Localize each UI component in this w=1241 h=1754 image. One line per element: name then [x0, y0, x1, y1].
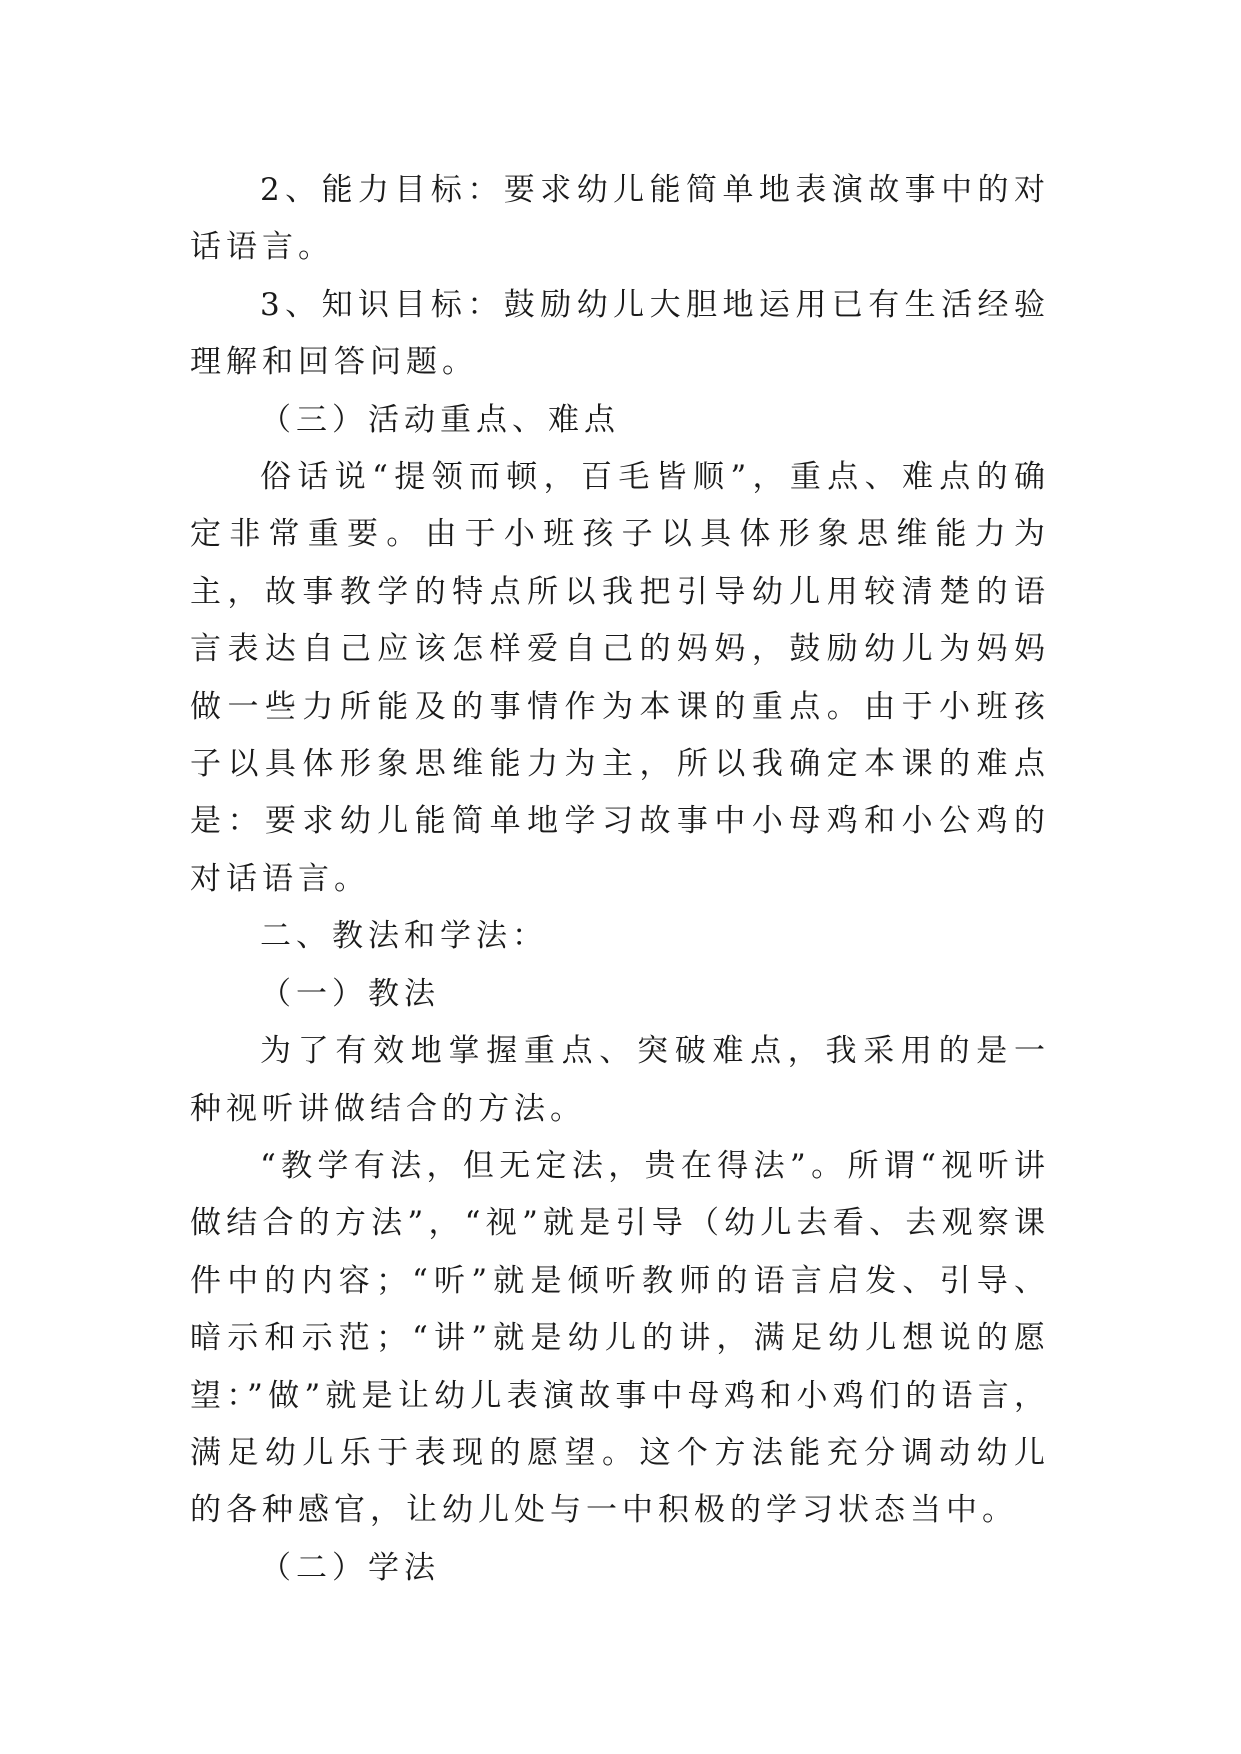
- heading-learning-method: （二）学法: [260, 1549, 440, 1586]
- heading-key-points: （三）活动重点、难点: [260, 401, 620, 438]
- paragraph-teaching-method: 为了有效地掌握重点、突破难点，我采用的是一种视听讲做结合的方法。: [190, 1033, 1050, 1127]
- paragraph-key-points: 俗话说“提领而顿，百毛皆顺”，重点、难点的确定非常重要。由于小班孩子以具体形象思维能力为主，故事教学的特点所以我把引导幼儿用较清楚的语言表达自己应该怎样爱自己的妈妈，鼓励幼儿为妈妈做一些力所能及的事情作为本课的重点。由于小班孩子以具体形象思维能力为主，所以我确定本课的难点是：要求幼儿能简单地学习故事中小母鸡和小公鸡的对话语言。: [190, 459, 1050, 897]
- document-body: [190, 162, 1050, 1597]
- paragraph-teaching-method-detail: “教学有法，但无定法，贵在得法”。所谓“视听讲做结合的方法”，“视”就是引导（幼儿去看、去观察课件中的内容；“听”就是倾听教师的语言启发、引导、暗示和示范；“讲”就是幼儿的讲，满足幼儿想说的愿望：”做”就是让幼儿表演故事中母鸡和小鸡们的语言，满足幼儿乐于表现的愿望。这个方法能充分调动幼儿的各种感官，让幼儿处与一中积极的学习状态当中。: [190, 1147, 1050, 1529]
- paragraph-knowledge-goal: 3、知识目标：鼓励幼儿大胆地运用已有生活经验理解和回答问题。: [190, 286, 1050, 381]
- paragraph-ability-goal: 2、能力目标：要求幼儿能简单地表演故事中的对话语言。: [190, 172, 1050, 266]
- heading-methods: 二、教法和学法：: [260, 918, 548, 955]
- heading-teaching-method: （一）教法: [260, 975, 440, 1012]
